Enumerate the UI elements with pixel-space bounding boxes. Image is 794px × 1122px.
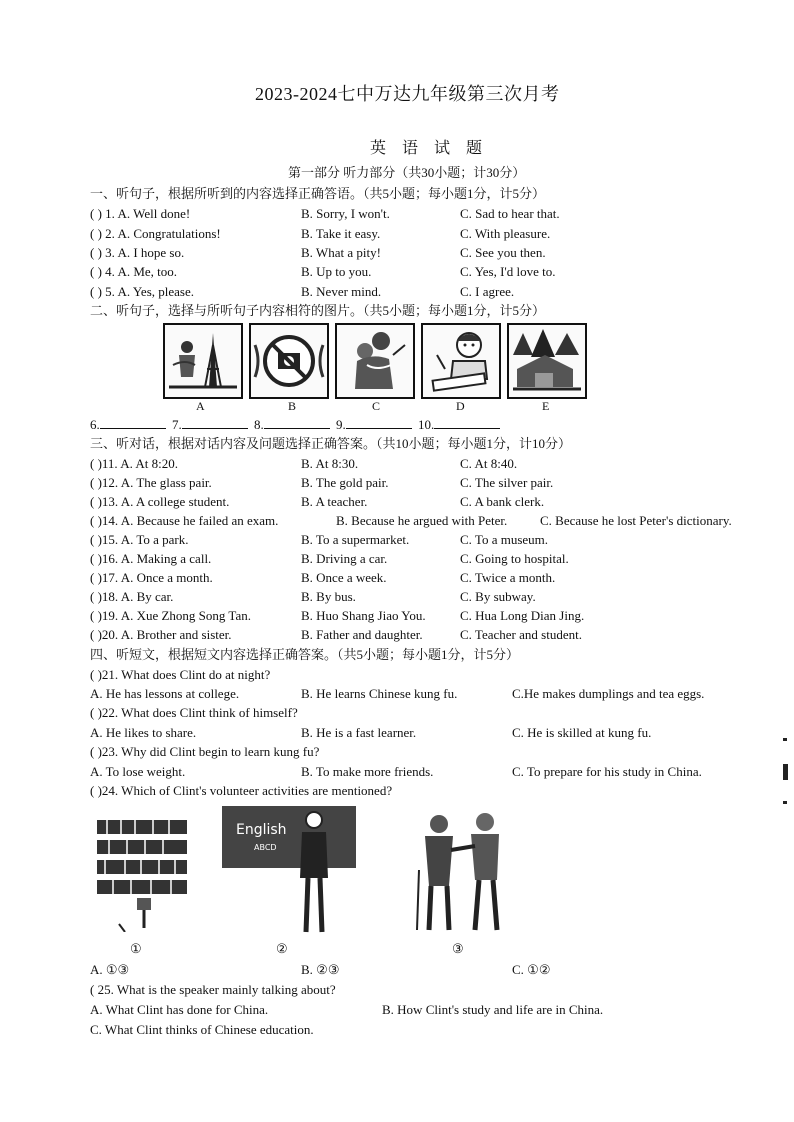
q21-option-b: B. He learns Chinese kung fu. — [301, 686, 458, 701]
picture-label-b: B — [288, 399, 297, 413]
picture-d — [421, 323, 501, 399]
q23-question: ( )23. Why did Clint begin to learn kung fu? — [90, 744, 320, 759]
q17-option-c: C. Twice a month. — [460, 570, 556, 585]
q13-option-a: ( )13. A. A college student. — [90, 494, 230, 509]
q15-option-b: B. To a supermarket. — [301, 532, 410, 547]
q5-option-c: C. I agree. — [460, 284, 515, 299]
helping-elderly-picture — [405, 810, 511, 938]
q19-option-b: B. Huo Shang Jiao You. — [301, 608, 426, 623]
section4-heading: 四、听短文，根据短文内容选择正确答案。（共5小题；每小题1分，计5分） — [90, 647, 520, 662]
q11-option-b: B. At 8:30. — [301, 456, 359, 471]
forest-camp-image — [509, 325, 585, 397]
q16-option-b: B. Driving a car. — [301, 551, 388, 566]
q5-option-b: B. Never mind. — [301, 284, 382, 299]
scan-mark — [783, 801, 787, 804]
girl-writing-image — [423, 325, 499, 397]
q3-option-a: ( ) 3. A. I hope so. — [90, 245, 185, 260]
board-text: English — [236, 822, 287, 838]
q19-option-a: ( )19. A. Xue Zhong Song Tan. — [90, 608, 251, 623]
picture-b — [249, 323, 329, 399]
picture-mark-1: ① — [130, 941, 142, 956]
q22-option-a: A. He likes to share. — [90, 725, 197, 740]
q18-option-a: ( )18. A. By car. — [90, 589, 174, 604]
q11-option-c: C. At 8:40. — [460, 456, 518, 471]
blank-8-label: 8. — [254, 417, 264, 432]
q15-option-c: C. To a museum. — [460, 532, 549, 547]
blank-10-label: 10. — [418, 417, 435, 432]
q1-option-c: C. Sad to hear that. — [460, 206, 560, 221]
q20-option-c: C. Teacher and student. — [460, 627, 582, 642]
q1-option-b: B. Sorry, I won't. — [301, 206, 390, 221]
picture-mark-2: ② — [276, 941, 288, 956]
q2-option-b: B. Take it easy. — [301, 226, 381, 241]
board-subtext: ABCD — [254, 843, 277, 852]
q2-option-c: C. With pleasure. — [460, 226, 551, 241]
q13-option-b: B. A teacher. — [301, 494, 368, 509]
q22-option-c: C. He is skilled at kung fu. — [512, 725, 652, 740]
picture-a — [163, 323, 243, 399]
q3-option-b: B. What a pity! — [301, 245, 381, 260]
q16-option-c: C. Going to hospital. — [460, 551, 569, 566]
answer-blank-9[interactable] — [336, 417, 412, 433]
q22-option-b: B. He is a fast learner. — [301, 725, 417, 740]
q24-question: ( )24. Which of Clint's volunteer activities are mentioned? — [90, 783, 393, 798]
q4-option-c: C. Yes, I'd love to. — [460, 264, 556, 279]
q12-option-b: B. The gold pair. — [301, 475, 389, 490]
q24-option-a: A. ①③ — [90, 962, 130, 977]
q11-option-a: ( )11. A. At 8:20. — [90, 456, 178, 471]
part-heading: 第一部分 听力部分（共30小题；计30分） — [288, 165, 526, 180]
q25-question: ( 25. What is the speaker mainly talking about? — [90, 982, 336, 997]
q21-option-c: C.He makes dumplings and tea eggs. — [512, 686, 705, 701]
no-camera-sign-image — [251, 325, 327, 397]
hugging-people-image — [337, 325, 413, 397]
q20-option-b: B. Father and daughter. — [301, 627, 423, 642]
q17-option-b: B. Once a week. — [301, 570, 387, 585]
answer-blank-7[interactable] — [172, 417, 248, 433]
blank-9-label: 9. — [336, 417, 346, 432]
picture-label-a: A — [196, 399, 205, 413]
q21-option-a: A. He has lessons at college. — [90, 686, 240, 701]
q14-option-b: B. Because he argued with Peter. — [336, 513, 508, 528]
helping-old-man-image — [405, 810, 511, 938]
scan-mark — [783, 764, 788, 780]
section1-heading: 一、听句子，根据所听到的内容选择正确答语。（共5小题；每小题1分，计5分） — [90, 186, 546, 201]
q24-option-c: C. ①② — [512, 962, 551, 977]
q19-option-c: C. Hua Long Dian Jing. — [460, 608, 585, 623]
teacher-at-blackboard-image — [222, 806, 356, 936]
q24-option-b: B. ②③ — [301, 962, 340, 977]
answer-blank-10[interactable] — [418, 417, 500, 433]
answer-blank-6[interactable] — [90, 417, 166, 433]
q25-option-c: C. What Clint thinks of Chinese education. — [90, 1022, 314, 1037]
q21-question: ( )21. What does Clint do at night? — [90, 667, 271, 682]
q18-option-c: C. By subway. — [460, 589, 536, 604]
q20-option-a: ( )20. A. Brother and sister. — [90, 627, 232, 642]
q3-option-c: C. See you then. — [460, 245, 546, 260]
picture-mark-3: ③ — [452, 941, 464, 956]
q22-question: ( )22. What does Clint think of himself? — [90, 705, 298, 720]
library-bookshelf-picture — [95, 812, 191, 932]
q14-option-a: ( )14. A. Because he failed an exam. — [90, 513, 279, 528]
eiffel-tower-image — [165, 325, 241, 397]
q12-option-a: ( )12. A. The glass pair. — [90, 475, 212, 490]
picture-label-c: C — [372, 399, 381, 413]
q1-option-a: ( ) 1. A. Well done! — [90, 206, 191, 221]
exam-title: 2023-2024七中万达九年级第三次月考 — [255, 84, 560, 104]
q16-option-a: ( )16. A. Making a call. — [90, 551, 212, 566]
picture-label-d: D — [456, 399, 465, 413]
subject-title: 英 语 试 题 — [370, 140, 489, 157]
teacher-blackboard-picture — [222, 806, 356, 936]
q2-option-a: ( ) 2. A. Congratulations! — [90, 226, 221, 241]
bookshelf-image — [95, 812, 191, 932]
q4-option-b: B. Up to you. — [301, 264, 372, 279]
q13-option-c: C. A bank clerk. — [460, 494, 545, 509]
q23-option-b: B. To make more friends. — [301, 764, 434, 779]
q25-option-b: B. How Clint's study and life are in China. — [382, 1002, 604, 1017]
blank-7-label: 7. — [172, 417, 182, 432]
blank-6-label: 6. — [90, 417, 100, 432]
q14-option-c: C. Because he lost Peter's dictionary. — [540, 513, 732, 528]
q23-option-c: C. To prepare for his study in China. — [512, 764, 702, 779]
q23-option-a: A. To lose weight. — [90, 764, 186, 779]
section3-heading: 三、听对话，根据对话内容及问题选择正确答案。（共10小题；每小题1分，计10分） — [90, 436, 572, 451]
picture-c — [335, 323, 415, 399]
scan-mark — [783, 738, 787, 741]
q25-option-a: A. What Clint has done for China. — [90, 1002, 269, 1017]
section2-heading: 二、听句子，选择与所听句子内容相符的图片。（共5小题；每小题1分，计5分） — [90, 303, 546, 318]
q18-option-b: B. By bus. — [301, 589, 356, 604]
q5-option-a: ( ) 5. A. Yes, please. — [90, 284, 194, 299]
q15-option-a: ( )15. A. To a park. — [90, 532, 189, 547]
picture-e — [507, 323, 587, 399]
picture-label-e: E — [542, 399, 550, 413]
q12-option-c: C. The silver pair. — [460, 475, 554, 490]
q17-option-a: ( )17. A. Once a month. — [90, 570, 213, 585]
answer-blank-8[interactable] — [254, 417, 330, 433]
q4-option-a: ( ) 4. A. Me, too. — [90, 264, 178, 279]
